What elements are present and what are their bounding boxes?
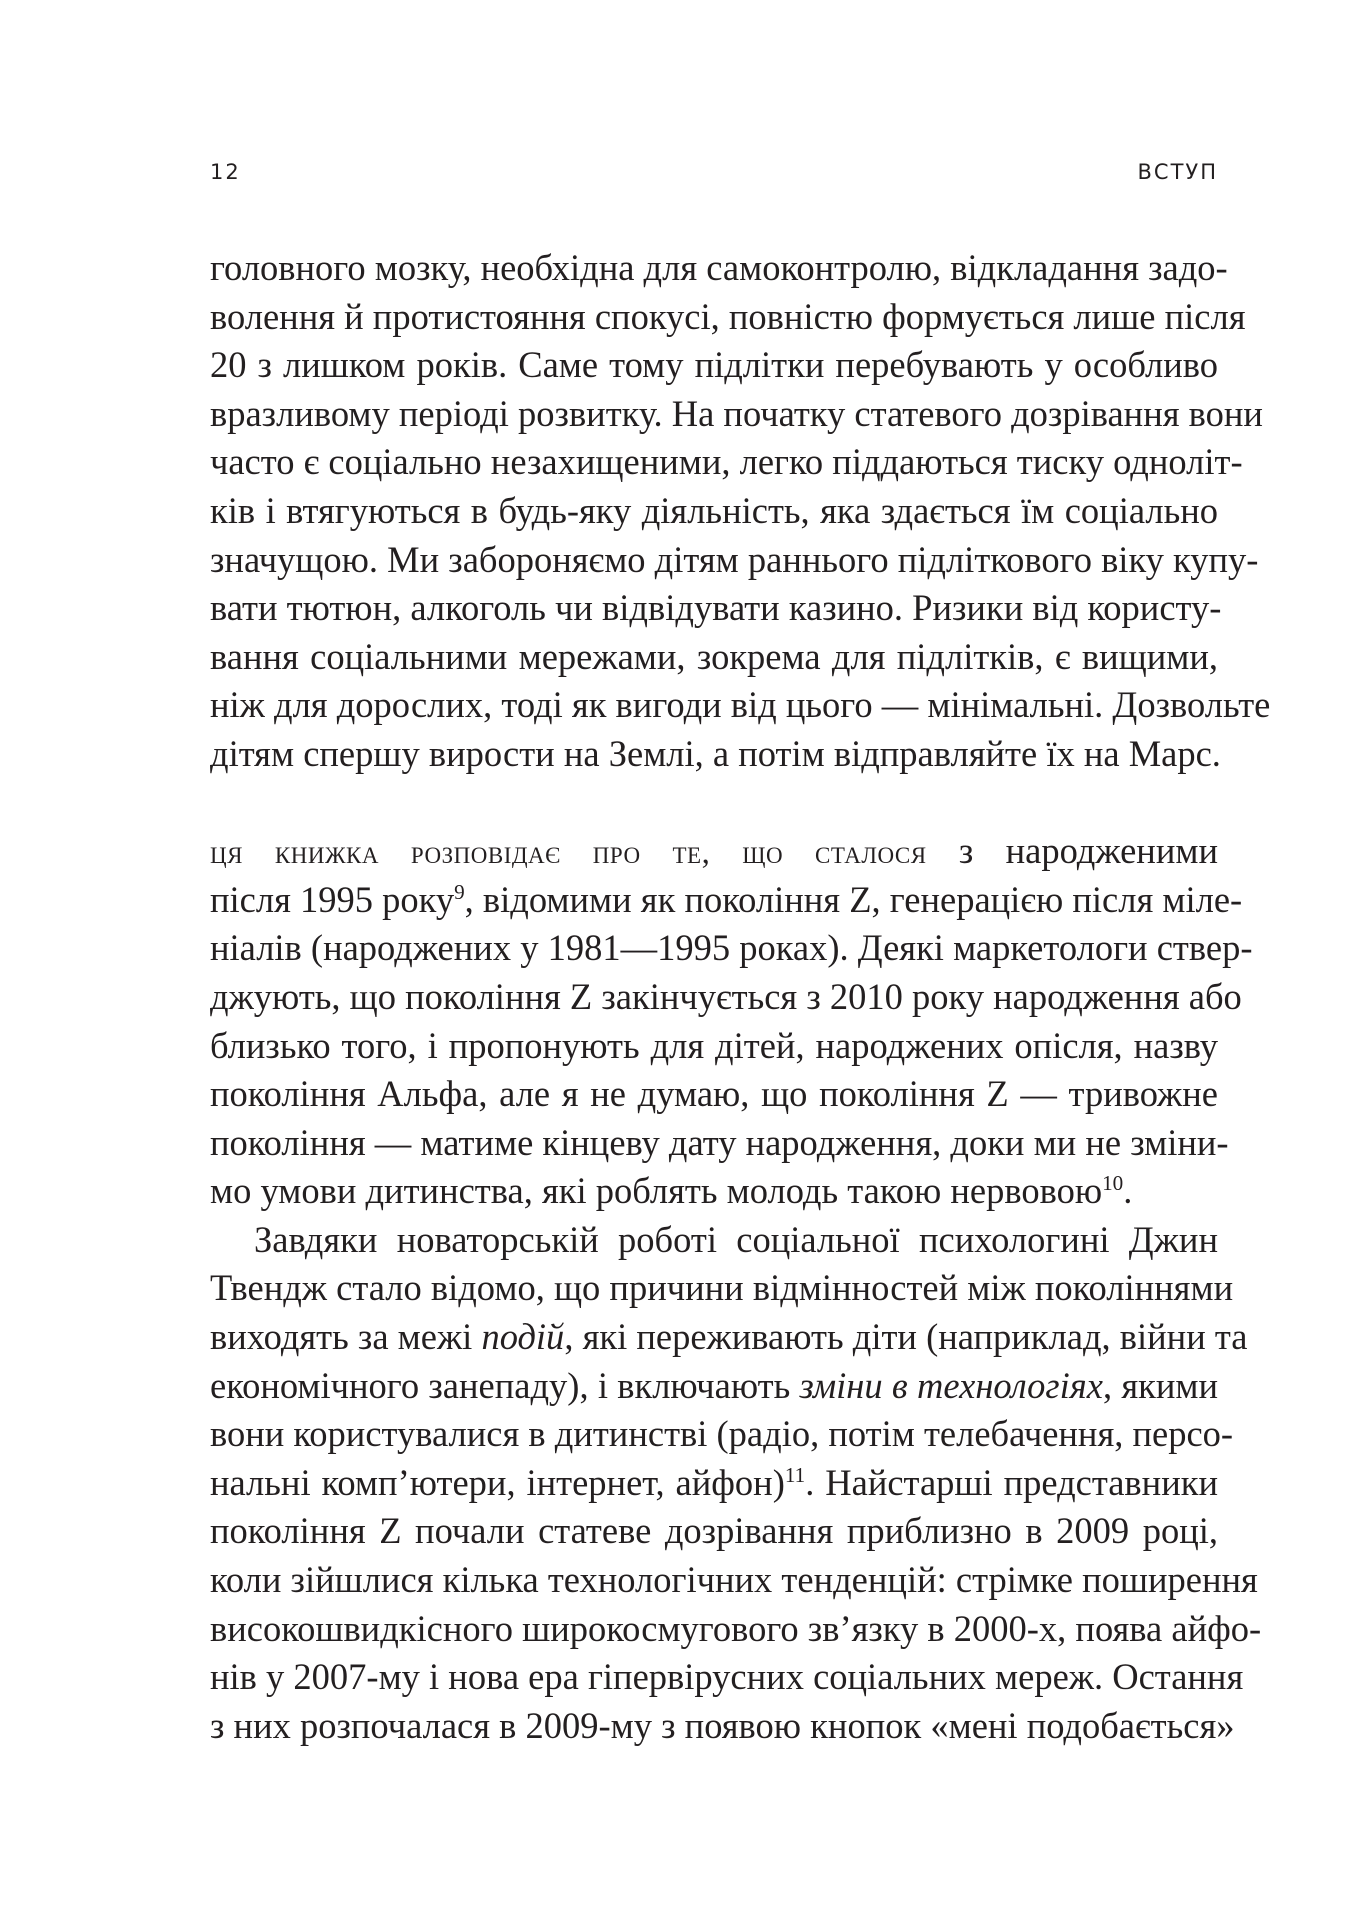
text-line: вони користувалися в дитинстві (радіо, потім телебачення, персо- — [210, 1413, 1234, 1455]
text-line: дітям спершу вирости на Землі, а потім відправляйте їх на Марс. — [210, 732, 1221, 774]
section-break — [210, 779, 1218, 828]
text-line: ніж для дорослих, тоді як вигоди від цього — мінімальні. Дозвольте — [210, 684, 1271, 726]
text-line: покоління Z почали статеве дозрівання приблизно в 2009 році, — [210, 1510, 1218, 1552]
body-text — [210, 244, 1271, 1750]
text-line: Твендж стало відомо, що причини відмінностей між поколіннями — [210, 1267, 1234, 1309]
text-line: ків і втягуються в будь-яку діяльність, яка здається їм соціально — [210, 489, 1218, 531]
page-header — [210, 160, 1218, 194]
section-lead-in: ця книжка розповідає про те, що сталося — [210, 835, 927, 872]
text-line: значущою. Ми забороняємо дітям раннього підліткового віку купу- — [210, 538, 1259, 580]
text-line — [210, 1459, 1218, 1508]
text-fragment: . — [1123, 1170, 1133, 1212]
text-line: коли зійшлися кілька технологічних тенденцій: стрімке поширення — [210, 1559, 1258, 1601]
text-line: ніалів (народжених у 1981—1995 роках). Деякі маркетологи ствер- — [210, 927, 1253, 969]
text-line: високошвидкісного широкосмугового зв’язку в 2000-х, поява айфо- — [210, 1607, 1262, 1649]
text-fragment: виходять за межі — [210, 1316, 482, 1358]
text-line: волення й протистояння спокусі, повністю формується лише після — [210, 295, 1246, 337]
text-fragment: , відомими як покоління Z, генерацією після міле- — [464, 878, 1243, 920]
text-line: джують, що покоління Z закінчується з 2010 року народження або — [210, 975, 1242, 1017]
text-line: вати тютюн, алкоголь чи відвідувати казино. Ризики від користу- — [210, 587, 1222, 629]
emphasis: зміни в технологіях — [799, 1364, 1103, 1406]
paragraph-2 — [210, 827, 1253, 1216]
text-line: вання соціальними мережами, зокрема для підлітків, є вищими, — [210, 635, 1218, 677]
text-line: Завдяки новаторській роботі соціальної психологині Джин — [254, 1218, 1218, 1260]
text-line: часто є соціально незахищеними, легко піддаються тиску одноліт- — [210, 441, 1243, 483]
text-line — [210, 827, 1218, 876]
footnote-ref-10: 10 — [1102, 1171, 1124, 1196]
text-line: 20 з лишком років. Саме тому підлітки перебувають у особливо — [210, 344, 1218, 386]
text-line: головного мозку, необхідна для самоконтролю, відкладання задо- — [210, 247, 1228, 288]
text-line: вразливому періоді розвитку. На початку статевого дозрівання вони — [210, 392, 1263, 434]
text-fragment: нальні комп’ютери, інтернет, айфон) — [210, 1461, 785, 1503]
text-line: з них розпочалася в 2009-му з появою кнопок «мені подобається» — [210, 1704, 1235, 1746]
text-line — [210, 1362, 1218, 1411]
text-line — [210, 1313, 1248, 1362]
paragraph-3 — [210, 1216, 1262, 1751]
paragraph-1 — [210, 244, 1271, 779]
text-fragment: після 1995 року — [210, 878, 455, 920]
text-line: нів у 2007-му і нова ера гіпервірусних соціальних мереж. Остання — [210, 1656, 1244, 1698]
text-fragment: . Найстарші представники — [805, 1461, 1219, 1503]
text-line — [210, 1167, 1218, 1216]
text-fragment: економічного занепаду), і включають — [210, 1364, 800, 1406]
emphasis: подій — [481, 1316, 565, 1358]
text-line: близько того, і пропонують для дітей, народжених опісля, назву — [210, 1024, 1218, 1066]
text-fragment: , якими — [1102, 1364, 1219, 1406]
text-line: покоління Альфа, але я не думаю, що покоління Z — тривожне — [210, 1073, 1218, 1115]
text-fragment: , які переживають діти (наприклад, війни та — [564, 1316, 1248, 1358]
text-line — [210, 876, 1243, 925]
page-number: 12 — [210, 160, 241, 184]
text-fragment: мо умови дитинства, які роблять молодь такою нервовою — [210, 1170, 1103, 1212]
running-head: ВСТУП — [1137, 160, 1218, 184]
text-line: покоління — матиме кінцеву дату народження, доки ми не зміни- — [210, 1121, 1229, 1163]
text-fragment: з народженими — [926, 830, 1218, 872]
footnote-ref-11: 11 — [784, 1462, 806, 1487]
footnote-ref-9: 9 — [454, 879, 465, 904]
